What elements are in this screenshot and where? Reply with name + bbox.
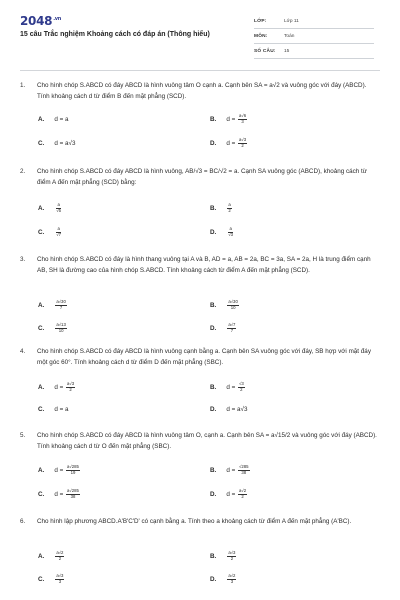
option-value [226,300,240,310]
fraction-numerator: a√30 [56,298,66,304]
option-text: d = [226,466,236,474]
answer-option[interactable] [210,322,237,334]
fraction-denominator: 2 [241,493,244,499]
option-value [226,382,245,392]
fraction-numerator: a [229,225,232,231]
option-fraction [55,574,64,584]
option-letter: B. [210,204,217,212]
option-letter: D. [210,490,217,498]
option-letter: D. [210,324,217,332]
option-text: d = a [54,405,69,413]
option-fraction [66,465,80,475]
option-value [54,323,68,333]
option-value [226,489,248,499]
answer-options-row [38,464,378,476]
answer-options-row [38,322,378,334]
answer-option[interactable] [38,403,69,415]
answer-option[interactable] [38,137,75,149]
option-letter: B. [210,552,217,560]
question-text: Cho hình chóp S.ABCD có đáy là hình thang vuông tại A và B, AD = a, AB = 2a, BC = 3a, SA = 2a, H là trung điểm cạnh AB, SH là đường cao của hình chóp S.ABCD. Tính khoảng cách từ điểm A đến mặt phẳng (SCD). [37,256,371,274]
fraction-denominator: 3 [230,578,234,584]
option-fraction [227,203,231,213]
fraction-numerator: a√2 [228,572,236,578]
question-text: Cho hình chóp S.ABCD có đáy ABCD là hình vuông, AB/√3 = BC/√2 = a. Cạnh SA vuông góc (ABCD), khoảng cách từ điểm A đến mặt phẳng (SCD) bằng: [37,168,368,186]
option-letter: A. [38,383,45,391]
fraction-numerator: a√3 [56,572,64,578]
option-fraction [55,300,67,310]
option-letter: A. [38,552,45,560]
option-value [54,465,81,475]
option-letter: A. [38,301,45,309]
fraction-denominator: 2 [69,386,72,392]
option-fraction [238,138,247,148]
meta-row-subject [254,29,374,44]
option-letter: D. [210,139,217,147]
meta-value: Lớp 11 [284,18,299,24]
option-text: d = [54,490,64,498]
option-fraction [227,574,236,584]
meta-row-count [254,44,374,59]
option-value [226,323,237,333]
answer-option[interactable] [38,113,69,125]
meta-value: 15 [284,48,290,54]
option-letter: D. [210,575,217,583]
option-fraction [66,489,80,499]
answer-option[interactable] [38,464,81,476]
option-text: d = [226,490,236,498]
logo-text: 2048 [20,14,53,28]
option-fraction [227,300,239,310]
fraction-numerator: a√285 [67,487,79,493]
page-title: 15 câu Trắc nghiệm Khoảng cách có đáp án (Thông hiểu) [20,31,210,38]
answer-options-row [38,202,378,214]
answer-option[interactable] [38,299,68,311]
fraction-numerator: a√2 [56,549,64,555]
fraction-denominator: 10 [58,327,64,333]
question-number: 5. [20,432,26,439]
option-letter: C. [38,324,45,332]
answer-options-row [38,113,378,125]
question-number: 1. [20,82,26,89]
fraction-numerator: a√3 [67,380,75,386]
question-number: 4. [20,348,26,355]
question-number: 6. [20,518,26,525]
option-letter: B. [210,115,217,123]
option-value [54,203,63,213]
option-value [226,465,250,475]
option-fraction [227,551,236,561]
option-value [226,138,248,148]
fraction-denominator: 19 [70,469,76,475]
option-value [226,551,237,561]
question-number: 3. [20,256,26,263]
answer-option[interactable] [38,202,63,214]
answer-option[interactable] [210,226,235,238]
option-letter: B. [210,383,217,391]
answer-option[interactable] [210,299,240,311]
answer-options-row [38,299,378,311]
answer-options-row [38,550,378,562]
answer-option[interactable] [210,464,251,476]
fraction-numerator: a [57,201,60,207]
fraction-denominator: 7 [59,304,63,310]
option-text: d = a√3 [54,139,76,147]
answer-option[interactable] [210,137,248,149]
option-fraction [55,227,62,237]
fraction-denominator: 3 [58,578,62,584]
option-value [54,574,65,584]
option-letter: C. [38,490,45,498]
option-value [54,382,76,392]
answer-option[interactable] [38,322,68,334]
fraction-denominator: √5 [56,207,62,213]
fraction-numerator: a√3 [239,136,247,142]
meta-table [254,14,374,59]
fraction-numerator: a√13 [56,321,66,327]
fraction-numerator: a [228,201,231,207]
meta-key: MÔN: [254,33,268,39]
meta-value: Toán [284,33,295,39]
option-text: d = [54,383,64,391]
fraction-numerator: a√285 [67,463,79,469]
fraction-denominator: √3 [228,231,234,237]
answer-option[interactable] [210,113,248,125]
fraction-denominator: 10 [230,304,236,310]
fraction-denominator: 38 [70,493,76,499]
fraction-denominator: √7 [56,231,62,237]
fraction-denominator: 2 [240,386,243,392]
option-fraction [238,114,247,124]
option-text: d = a√3 [226,405,248,413]
answer-option[interactable] [38,226,63,238]
option-value [54,551,65,561]
fraction-numerator: a√6 [239,112,247,118]
answer-option[interactable] [210,488,248,500]
question-text: Cho hình chóp S.ABCD có đáy ABCD là hình vuông tâm O cạnh a. Cạnh bên SA = a√2 và vuông góc với đáy (ABCD). Tính khoảng cách d từ điểm B đến mặt phẳng (SCD). [37,82,367,100]
answer-options-row [38,488,378,500]
option-letter: B. [210,466,217,474]
fraction-numerator: √3 [239,380,244,386]
option-letter: C. [38,228,45,236]
answer-option[interactable] [210,202,233,214]
header-divider [20,70,380,71]
meta-key: LỚP: [254,18,267,24]
answer-option[interactable] [38,488,81,500]
meta-key: SỐ CÂU: [254,48,276,54]
option-value [226,574,237,584]
fraction-numerator: a√3 [228,549,236,555]
option-value [226,203,232,213]
option-value [54,489,81,499]
option-fraction [55,551,64,561]
fraction-denominator: 2 [230,555,234,561]
fraction-numerator: √285 [239,463,249,469]
meta-row-class [254,14,374,29]
question-number: 2. [20,168,26,175]
option-value [226,227,235,237]
option-value [54,140,75,147]
site-logo[interactable] [20,14,61,28]
question-text: Cho hình lập phương ABCD.A'B'C'D' có cạnh bằng a. Tính theo a khoảng cách từ điểm A đến mặt phẳng (A'BC). [37,518,352,525]
option-letter: D. [210,405,217,413]
option-text: d = [54,466,64,474]
option-value [54,406,68,413]
option-value [226,406,247,413]
fraction-numerator: a√2 [239,487,247,493]
option-fraction [238,382,245,392]
answer-options-row [38,137,378,149]
fraction-denominator: 2 [228,207,231,213]
answer-options-row [38,573,378,585]
option-fraction [238,489,247,499]
option-fraction [66,382,75,392]
option-letter: A. [38,204,45,212]
answer-option[interactable] [210,403,247,415]
answer-option[interactable] [38,573,65,585]
fraction-denominator: 2 [241,142,244,148]
question-text: Cho hình chóp S.ABCD có đáy ABCD là hình vuông cạnh bằng a. Cạnh bên SA vuông góc với đáy, SB hợp với mặt đáy một góc 60°. Tính khoảng cách d từ điểm D đến mặt phẳng (SBC). [37,348,371,366]
option-fraction [238,465,250,475]
option-letter: A. [38,115,45,123]
option-letter: C. [38,575,45,583]
option-text: d = [226,383,236,391]
fraction-numerator: a√30 [228,298,238,304]
option-letter: C. [38,139,45,147]
question-text: Cho hình chóp S.ABCD có đáy ABCD là hình vuông tâm O, cạnh a. Cạnh bên SA = a√15/2 và vuông góc với đáy (ABCD). Tính khoảng cách d từ O đến mặt phẳng (SBC). [37,432,377,450]
answer-option[interactable] [210,381,246,393]
answer-option[interactable] [38,550,65,562]
option-fraction [227,227,234,237]
option-value [54,227,63,237]
option-letter: D. [210,228,217,236]
fraction-denominator: 7 [230,327,234,333]
answer-option[interactable] [210,573,237,585]
option-value [54,300,68,310]
fraction-denominator: 2 [58,555,62,561]
option-text: d = a [54,115,69,123]
option-letter: B. [210,301,217,309]
answer-option[interactable] [210,550,237,562]
option-value [54,116,68,123]
option-fraction [55,323,67,333]
answer-options-row [38,381,378,393]
option-letter: C. [38,405,45,413]
answer-options-row [38,226,378,238]
option-value [226,114,248,124]
answer-option[interactable] [38,381,76,393]
option-fraction [55,203,62,213]
option-text: d = [226,115,236,123]
option-fraction [227,323,236,333]
fraction-denominator: 38 [241,469,247,475]
answer-options-row [38,403,378,415]
fraction-denominator: 3 [241,118,244,124]
logo-suffix: .vn [53,16,62,22]
fraction-numerator: a [57,225,60,231]
fraction-numerator: a√7 [228,321,236,327]
option-text: d = [226,139,236,147]
option-letter: A. [38,466,45,474]
